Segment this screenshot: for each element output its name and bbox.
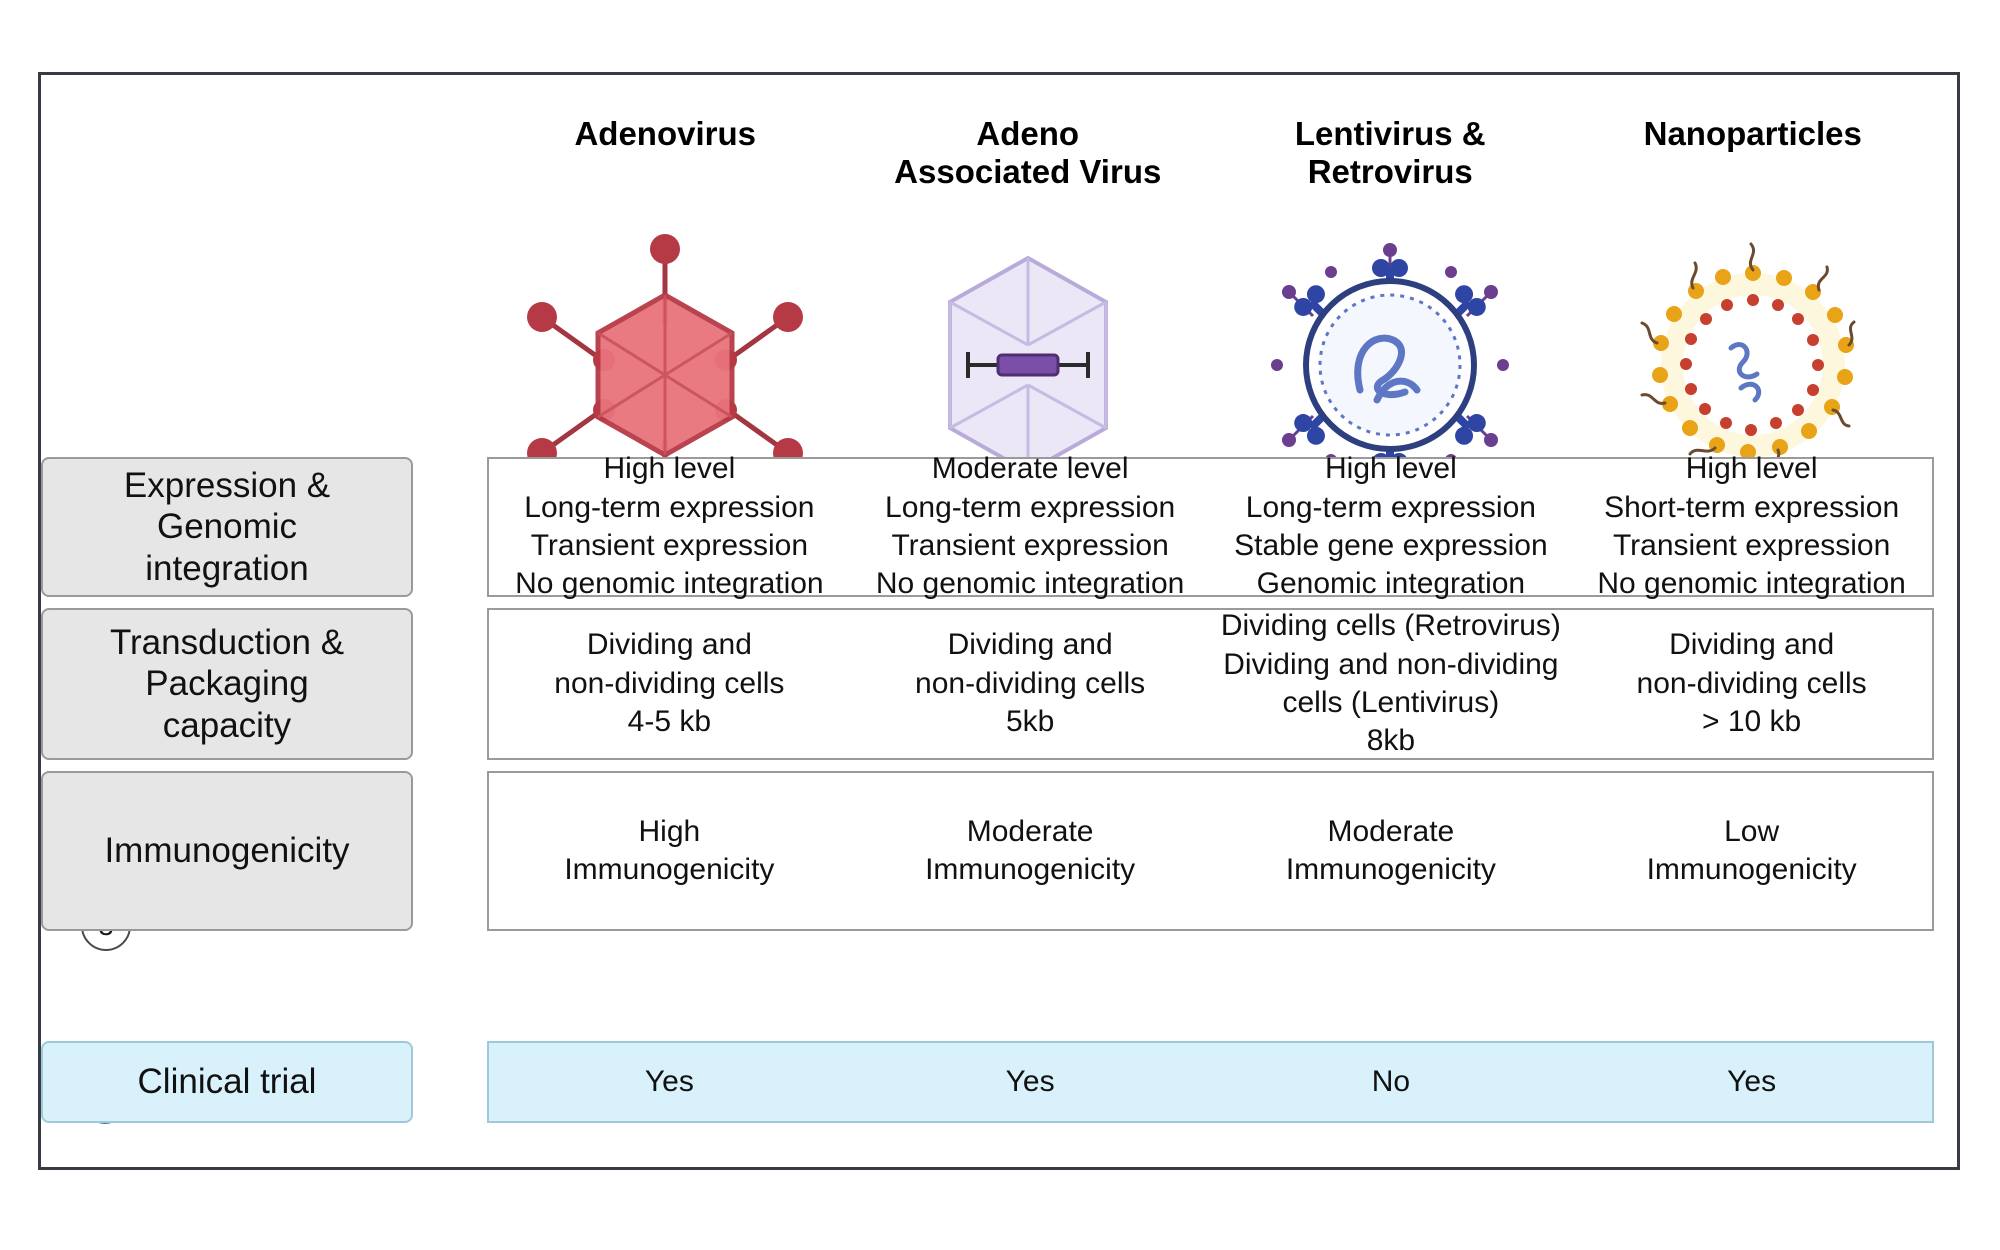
figure-frame (38, 72, 1960, 1170)
cell-line: Short-term expression (1604, 490, 1900, 524)
cell-line: No (1371, 1064, 1411, 1098)
column-header-lentivirus-line1: Lentivirus & (1294, 115, 1486, 152)
cell-transduction-adenovirus (489, 610, 850, 758)
cell-line: Dividing and (1669, 628, 1835, 662)
cell-line: Stable gene expression (1234, 529, 1548, 562)
cell-line: Dividing cells (Retrovirus) (1220, 609, 1561, 643)
cell-expression-lentivirus (1211, 452, 1572, 601)
row-label-transduction-line3: capacity (162, 705, 292, 745)
cell-line: Yes (1005, 1064, 1055, 1098)
row-data-immunogenicity (487, 771, 1934, 931)
row-label-transduction-line2: Packaging (145, 664, 309, 704)
cell-line: Long-term expression (524, 490, 815, 524)
cell-immunogenicity-aav (850, 773, 1211, 929)
row-label-transduction-line1: Transduction & (109, 623, 345, 663)
cell-immunogenicity-adenovirus (489, 773, 850, 929)
cell-line: No genomic integration (875, 567, 1185, 601)
column-header-nanoparticles: Nanoparticles (1643, 115, 1862, 152)
cell-line: Immunogenicity (564, 853, 775, 886)
row-label-clinical-trial-text: Clinical trial (137, 1062, 317, 1102)
row-label-expression (41, 457, 413, 597)
cell-clinical-trial-adenovirus (489, 1043, 850, 1121)
row-label-immunogenicity-text: Immunogenicity (104, 831, 350, 871)
cell-immunogenicity-lentivirus (1211, 773, 1572, 929)
cell-line: Yes (1727, 1064, 1777, 1098)
cell-line: Moderate (1327, 814, 1455, 848)
cell-line: Dividing and (947, 628, 1113, 662)
column-header-aav-line1: Adeno (976, 115, 1080, 152)
row-data-expression (487, 452, 1934, 601)
cell-clinical-trial-lentivirus (1211, 1043, 1572, 1121)
cell-line: High (638, 814, 701, 848)
cell-line: Immunogenicity (1285, 853, 1496, 886)
row-label-expression-line3: integration (145, 548, 309, 588)
column-header-aav (847, 97, 1210, 227)
cell-transduction-aav (850, 610, 1211, 758)
cell-line: Dividing and non-dividing (1223, 647, 1559, 681)
cell-line: Transient expression (891, 529, 1169, 562)
row-label-expression-line1: Expression & (123, 466, 331, 506)
cell-line: 4-5 kb (627, 705, 712, 739)
cell-line: Dividing and (586, 628, 752, 662)
cell-transduction-nanoparticles (1571, 610, 1932, 758)
row-label-clinical-trial (41, 1041, 413, 1123)
cell-line: cells (Lentivirus) (1282, 686, 1500, 719)
cell-line: non-dividing cells (554, 666, 785, 700)
cell-line: High level (1325, 452, 1457, 486)
cell-line: No genomic integration (1597, 567, 1906, 601)
cell-line: Long-term expression (1245, 490, 1536, 524)
cell-line: Genomic integration (1256, 567, 1526, 601)
cell-clinical-trial-aav (850, 1043, 1211, 1121)
column-header-aav-line2: Associated Virus (894, 152, 1162, 190)
row-data-transduction (487, 608, 1934, 760)
cell-clinical-trial-nanoparticles (1571, 1043, 1932, 1121)
column-header-adenovirus: Adenovirus (574, 115, 757, 152)
cell-line: Transient expression (1612, 529, 1891, 562)
cell-line: > 10 kb (1702, 705, 1802, 739)
row-label-expression-line2: Genomic (156, 507, 298, 547)
row-data-clinical-trial (487, 1041, 1934, 1123)
cell-line: 8kb (1366, 724, 1416, 758)
row-label-transduction (41, 608, 413, 760)
cell-line: High level (603, 452, 736, 486)
cell-line: non-dividing cells (915, 666, 1146, 700)
row-label-immunogenicity (41, 771, 413, 931)
cell-line: Immunogenicity (925, 853, 1136, 886)
cell-line: Low (1724, 814, 1780, 848)
cell-line: non-dividing cells (1636, 666, 1867, 700)
cell-expression-nanoparticles (1571, 452, 1932, 601)
cell-line: Immunogenicity (1646, 853, 1857, 886)
column-headers (484, 97, 1934, 227)
cell-line: Moderate level (931, 452, 1129, 486)
column-header-lentivirus-line2: Retrovirus (1307, 152, 1473, 190)
cell-immunogenicity-nanoparticles (1571, 773, 1932, 929)
cell-line: No genomic integration (515, 567, 824, 601)
cell-line: High level (1685, 452, 1818, 486)
cell-line: 5kb (1005, 705, 1055, 739)
cell-transduction-lentivirus (1211, 610, 1572, 758)
cell-line: Long-term expression (885, 490, 1176, 524)
cell-expression-aav (850, 452, 1211, 601)
cell-line: Yes (644, 1064, 694, 1098)
cell-line: Moderate (966, 814, 1094, 848)
cell-line: Transient expression (530, 529, 809, 562)
cell-expression-adenovirus (489, 452, 850, 601)
column-header-lentivirus (1209, 97, 1572, 227)
